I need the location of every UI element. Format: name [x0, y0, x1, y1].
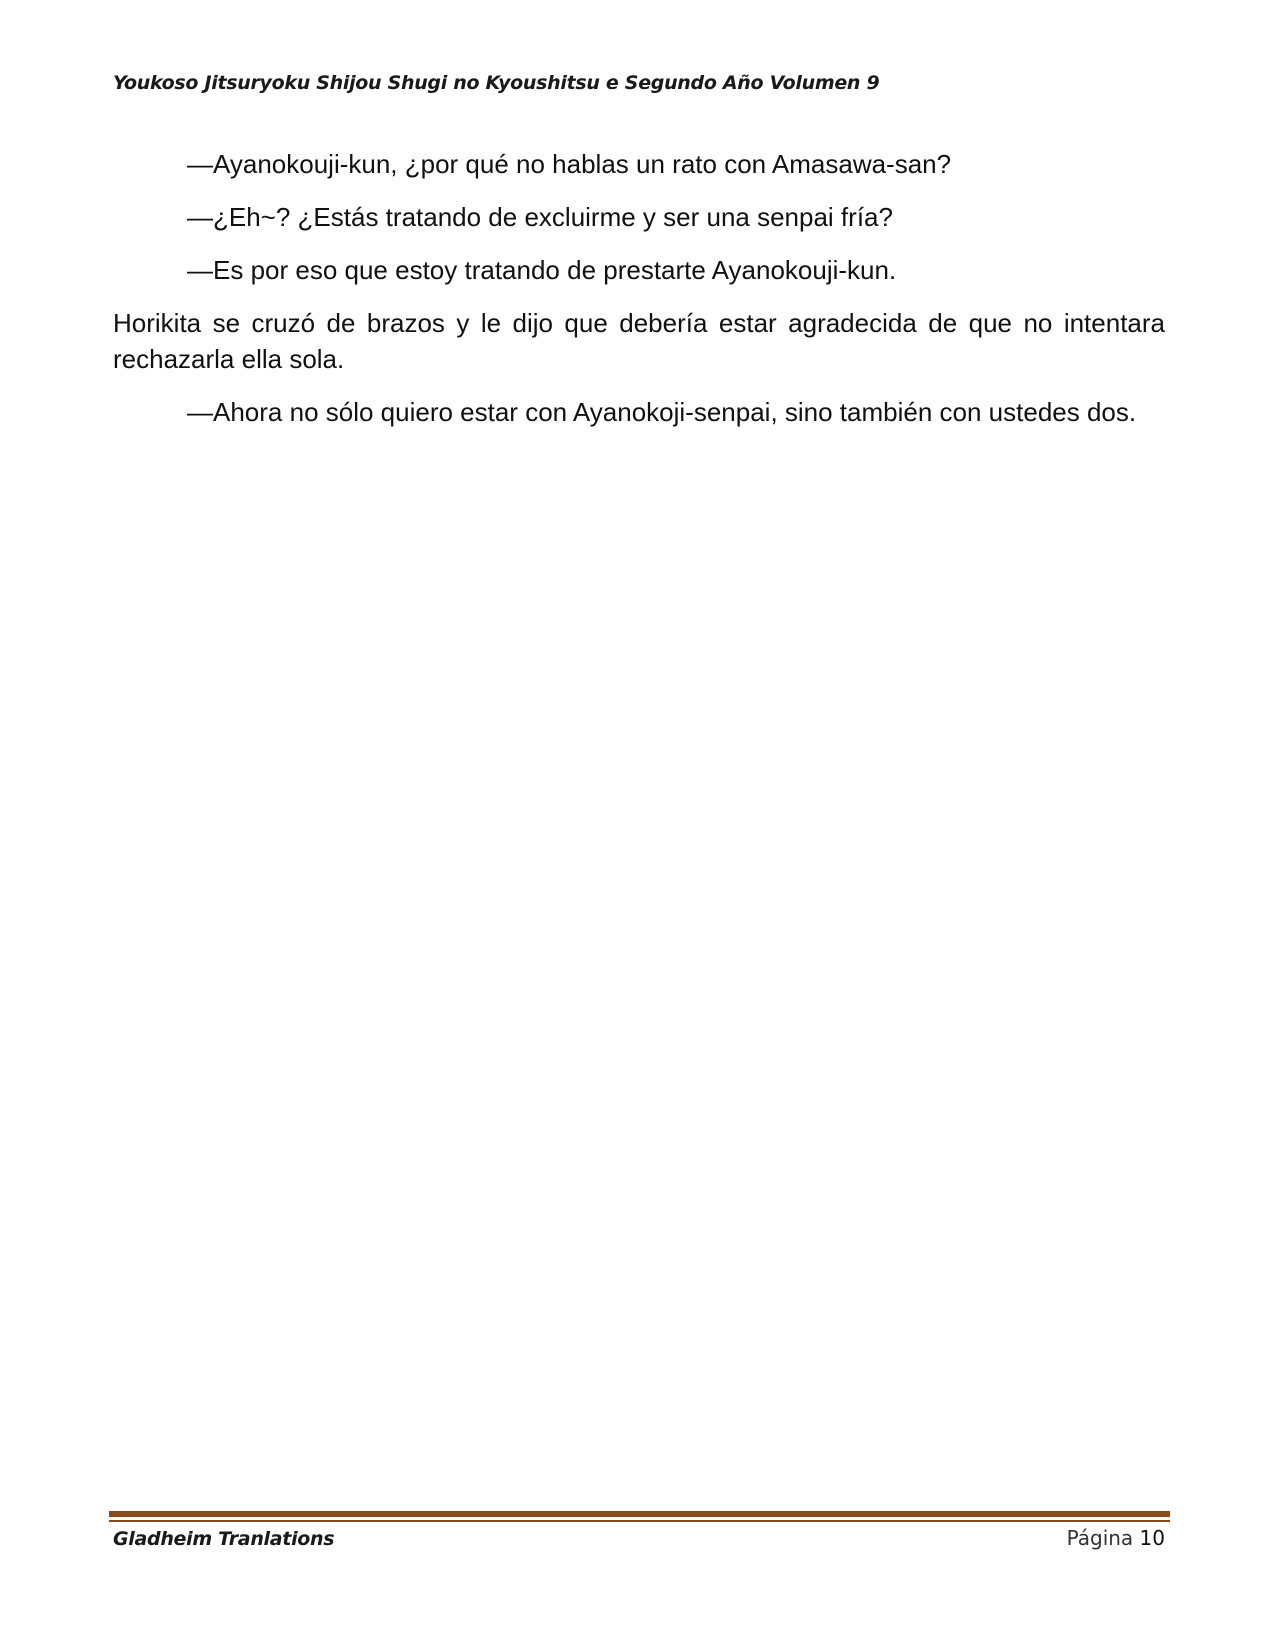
page-number: 10: [1139, 1526, 1165, 1550]
paragraph-dialogue: —Ayanokouji-kun, ¿por qué no hablas un rato con Amasawa-san?: [187, 149, 952, 179]
paragraph-dialogue: —¿Eh~? ¿Estás tratando de excluirme y ser una senpai fría?: [187, 202, 893, 232]
page-number-label: [1067, 1526, 1165, 1550]
footer-divider-thin: [109, 1520, 1170, 1522]
page-header-title: Youkoso Jitsuryoku Shijou Shugi no Kyoushitsu e Segundo Año Volumen 9: [113, 72, 880, 94]
footer-credit: Gladheim Tranlations: [113, 1528, 335, 1550]
page-label: Página: [1066, 1526, 1134, 1550]
document-body: [113, 146, 1165, 447]
paragraph-dialogue: —Ahora no sólo quiero estar con Ayanokoji-senpai, sino también con ustedes dos.: [187, 397, 1137, 427]
footer-divider-thick: [109, 1511, 1170, 1517]
paragraph-dialogue: —Es por eso que estoy tratando de prestarte Ayanokouji-kun.: [187, 255, 897, 285]
paragraph-narration: Horikita se cruzó de brazos y le dijo que debería estar agradecida de que no intentara rechazarla ella sola.: [113, 308, 1165, 374]
